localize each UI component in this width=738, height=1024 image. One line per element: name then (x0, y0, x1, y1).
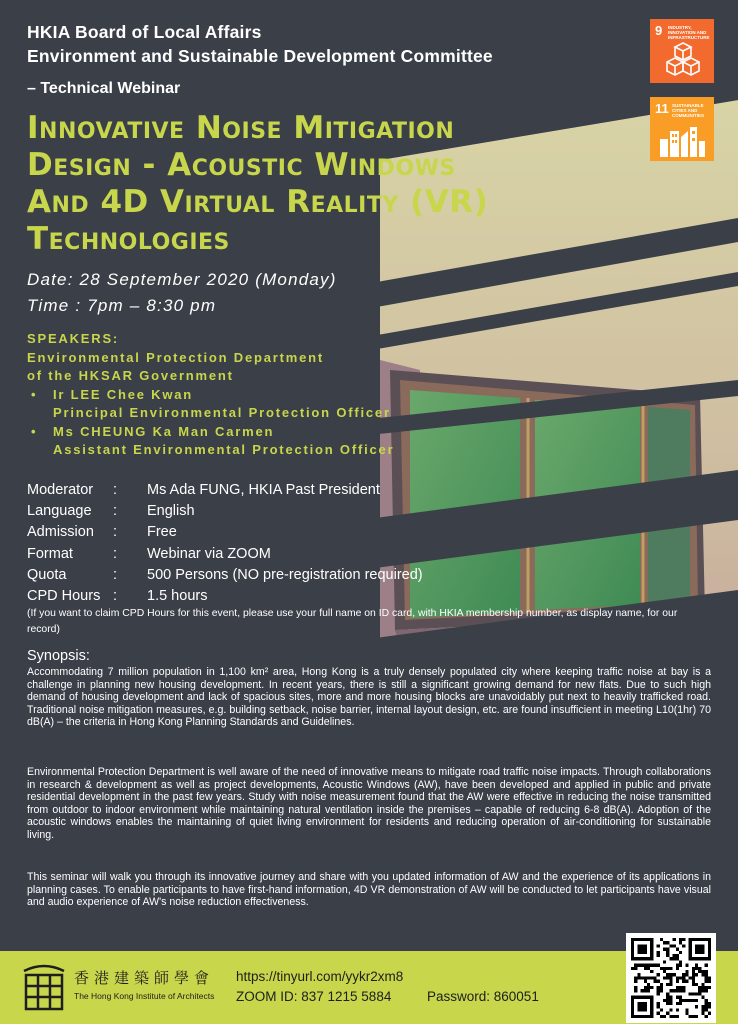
event-date: Date: 28 September 2020 (Monday) (27, 270, 337, 289)
detail-row (27, 544, 423, 565)
speaker-org: Environmental Protection Department (27, 349, 325, 365)
synopsis-paragraph: Environmental Protection Department is well aware of the need of innovative means to mitigate road traffic noise impacts. Through collaborations in research & development as well as project developments, Acoustic Windows (AW), have been developed and applied in public and private residential development in the past few years. Study with noise measurement found that the AW were effective in reducing the noise transmitted from outdoor to indoor environment while maintaining natural ventilation inside the premises – capable of reducing 6-8 dB(A). Adoption of the acoustic windows enables the maintaining of quiet living environment for residents and reducing operation of air-conditioning for sustainable living. (27, 766, 711, 841)
detail-value: 500 Persons (NO pre-registration required) (147, 566, 423, 583)
footer-bar (0, 951, 738, 1024)
registration-link[interactable]: https://tinyurl.com/yykr2xm8 (236, 969, 404, 984)
webinar-label: – Technical Webinar (27, 80, 181, 97)
qr-code[interactable] (626, 933, 716, 1023)
zoom-password: Password: 860051 (427, 989, 539, 1004)
sdg-9-badge (650, 19, 714, 83)
sdg-label: INDUSTRY, INNOVATION AND INFRASTRUCTURE (668, 25, 710, 40)
qr-code-icon (631, 938, 711, 1018)
detail-value: English (147, 503, 195, 520)
detail-value: 1.5 hours (147, 588, 208, 605)
cpd-note: (If you want to claim CPD Hours for this event, please use your full name on ID card, with HKIA membership number, as display name, for our record) (27, 608, 678, 635)
cubes-icon (666, 41, 700, 77)
detail-key: Quota (27, 566, 67, 583)
zoom-id: ZOOM ID: 837 1215 5884 (236, 989, 392, 1004)
detail-row (27, 480, 423, 501)
detail-row (27, 565, 423, 586)
event-title (27, 110, 627, 258)
hkia-name-english: The Hong Kong Institute of Architects (74, 991, 215, 1001)
detail-key: Moderator (27, 482, 94, 498)
speakers-section (27, 330, 394, 460)
detail-colon: : (113, 503, 118, 520)
title-line: Technologies (27, 221, 230, 257)
committee-header (27, 20, 493, 68)
title-line: Innovative Noise Mitigation (27, 110, 455, 146)
speakers-heading: SPEAKERS: (27, 331, 120, 346)
speaker-role: Assistant Environmental Protection Officer (53, 442, 395, 457)
speaker-org: of the HKSAR Government (27, 368, 234, 383)
detail-key: Admission (27, 524, 94, 541)
detail-colon: : (113, 566, 118, 583)
detail-value: Ms Ada FUNG, HKIA Past President (147, 482, 380, 498)
sdg-number: 11 (655, 101, 669, 116)
board-name: HKIA Board of Local Affairs (27, 22, 262, 42)
sdg-label: SUSTAINABLE CITIES AND COMMUNITIES (672, 103, 704, 118)
hkia-logo (20, 961, 68, 1013)
hkia-name-chinese: 香港建築師學會 (74, 969, 215, 987)
speaker-role: Principal Environmental Protection Officer (53, 405, 391, 420)
detail-key: CPD Hours (27, 588, 101, 605)
title-line: And 4D Virtual Reality (VR) (27, 184, 489, 220)
speaker-name: • Ir LEE Chee Kwan (27, 386, 394, 405)
event-details (27, 480, 423, 607)
detail-colon: : (113, 482, 118, 498)
event-time: Time : 7pm – 8:30 pm (27, 296, 217, 315)
synopsis-paragraph: Accommodating 7 million population in 1,100 km² area, Hong Kong is a truly densely populated city where keeping traffic noise at bay is a challenge in planning new housing development. In recent years, there is still a significant growing demand for new flats. Due to such high demand of housing development and lack of spacious sites, more and more housing blocks are unavoidably put next to heavily trafficked road. Traditional noise mitigation measures, e.g. building setback, noise barrier, internal layout design, etc. are found insufficient in meeting L10(1hr) 70 dB(A) – the criteria in Hong Kong Planning Standards and Guidelines. (27, 666, 711, 729)
sdg-11-badge (650, 97, 714, 161)
speaker-name: • Ms CHEUNG Ka Man Carmen (27, 423, 394, 442)
detail-value: Free (147, 524, 177, 541)
synopsis-heading: Synopsis: (27, 648, 90, 664)
synopsis-paragraph: This seminar will walk you through its innovative journey and share with you updated information of AW and the experience of its applications in planning cases. To enable participants to have first-hand information, 4D VR demonstration of AW will be conducted to let participants have visual and audio experience of AW's noise reduction effectiveness. (27, 871, 711, 909)
detail-key: Language (27, 503, 92, 520)
detail-row (27, 586, 423, 607)
city-buildings-icon (658, 125, 706, 157)
sdg-number: 9 (655, 23, 663, 38)
detail-colon: : (113, 524, 118, 541)
detail-row (27, 501, 423, 522)
committee-name: Environment and Sustainable Development Committee (27, 46, 493, 66)
detail-key: Format (27, 545, 73, 562)
detail-row (27, 522, 423, 543)
detail-value: Webinar via ZOOM (147, 545, 271, 562)
title-line: Design - Acoustic Windows (27, 147, 456, 183)
detail-colon: : (113, 545, 118, 562)
detail-colon: : (113, 588, 118, 605)
